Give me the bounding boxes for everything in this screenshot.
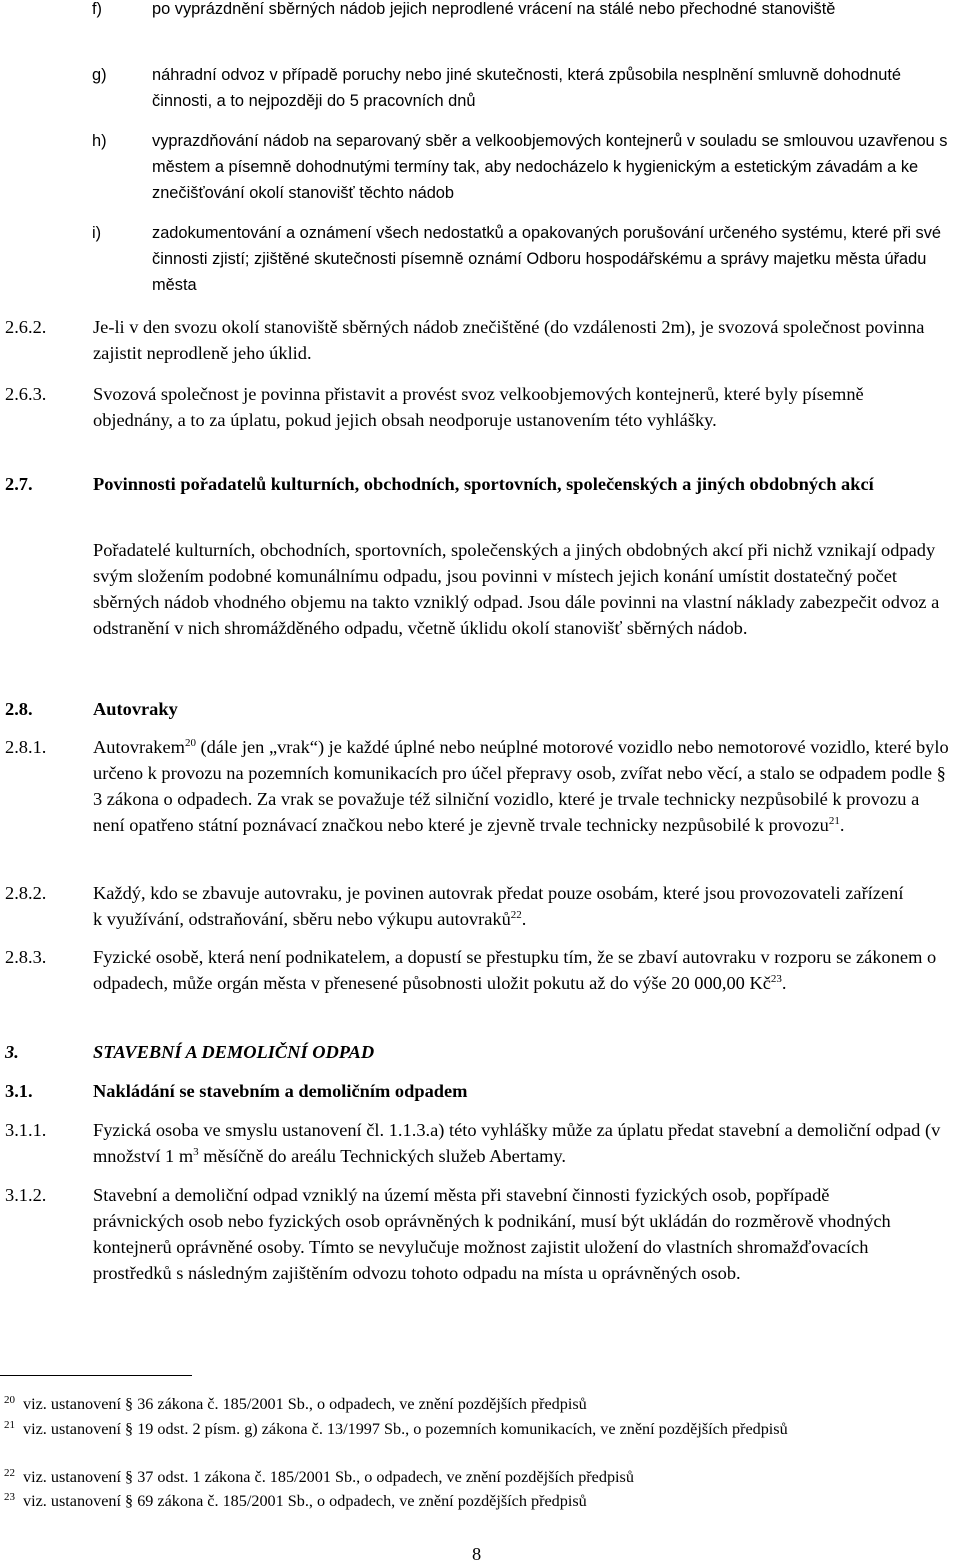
list-marker-i: i): [92, 224, 102, 242]
text-part: (dále jen „vrak“) je každé úplné nebo neúplné motorové vozidlo nebo nemotorové vozidlo, které bylo určeno k provozu na pozemních komunikacích pro účel přepravy osob, zvířat nebo věcí, a stalo se odpadem podle § 3 zákona o odpadech. Za vrak se považuje též silniční vozidlo, které je trvale technicky nezpůsobilé k provozu a není opatřeno státní poznávací značkou nebo které je zjevně trvale technicky nezpůsobilé k provozu: [93, 737, 949, 835]
footnote-ref-22: 22: [510, 908, 522, 921]
footnote-number: 20: [4, 1393, 15, 1406]
footnote-ref-20: 20: [184, 736, 196, 749]
section-number-2-8-3: 2.8.3.: [5, 947, 47, 967]
footnote-number: 22: [4, 1466, 15, 1479]
footnote-22: [4, 1466, 954, 1489]
footnote-number: 23: [4, 1490, 15, 1503]
footnote-ref-23: 23: [770, 972, 782, 985]
footnote-number: 21: [4, 1418, 15, 1431]
section-heading-2-8: Autovraky: [93, 699, 178, 719]
section-heading-3-1: Nakládání se stavebním a demoličním odpadem: [93, 1081, 468, 1101]
list-item-h: vyprazdňování nádob na separovaný sběr a velkoobjemových kontejnerů v souladu se smlouvou uzavřenou s městem a písemně dohodnutými termíny tak, aby nedocházelo k hygienickým a estetickým závadám a ke znečišťování okolí stanovišť těchto nádob: [152, 132, 948, 202]
text-part: Autovrakem: [93, 737, 185, 757]
text-part: .: [521, 909, 527, 929]
section-text-2-8-1: [93, 734, 955, 838]
footnote-21: [4, 1418, 954, 1441]
text-part: .: [781, 973, 787, 993]
footnote-ref-21: 21: [828, 814, 840, 827]
list-marker-f: f): [92, 0, 103, 18]
section-heading-2-7: Povinnosti pořadatelů kulturních, obchodních, sportovních, společenských a jiných obdobných akcí: [93, 474, 874, 494]
footnote-text: viz. ustanovení § 36 zákona č. 185/2001 Sb., o odpadech, ve znění pozdějších předpisů: [23, 1395, 587, 1413]
section-number-2-8: 2.8.: [5, 699, 33, 719]
section-text-2-8-2: [93, 880, 913, 932]
footnote-separator: [0, 1375, 192, 1376]
text-part: Fyzická osoba ve smyslu ustanovení čl. 1.1.3.a) této vyhlášky může za úplatu předat stavební a demoliční odpad (v množství 1 m: [93, 1120, 941, 1166]
text-part: .: [839, 815, 845, 835]
section-number-2-6-2: 2.6.2.: [5, 317, 47, 337]
footnote-text: viz. ustanovení § 37 odst. 1 zákona č. 185/2001 Sb., o odpadech, ve znění pozdějších předpisů: [23, 1468, 634, 1486]
section-number-2-8-1: 2.8.1.: [5, 737, 47, 757]
section-number-2-6-3: 2.6.3.: [5, 384, 47, 404]
section-number-3-1-1: 3.1.1.: [5, 1120, 47, 1140]
section-number-2-8-2: 2.8.2.: [5, 883, 47, 903]
section-text-2-6-2: Je-li v den svozu okolí stanoviště sběrných nádob znečištěné (do vzdálenosti 2m), je svozová společnost povinna zajistit neprodleně jeho úklid.: [93, 317, 925, 363]
text-part: Fyzické osobě, která není podnikatelem, a dopustí se přestupku tím, že se zbaví autovraku v rozporu se zákonem o odpadech, může orgán města v přenesené působnosti uložit pokutu až do výše 20 000,00 Kč: [93, 947, 937, 993]
section-text-3-1-1: [93, 1117, 955, 1169]
text-part: Každý, kdo se zbavuje autovraku, je povinen autovrak předat pouze osobám, které jsou provozovateli zařízení k využívání, odstraňování, sběru nebo výkupu autovraků: [93, 883, 904, 929]
section-text-2-6-3: Svozová společnost je povinna přistavit a provést svoz velkoobjemových kontejnerů, které byly písemně objednány, a to za úplatu, pokud jejich obsah neodporuje ustanovením této vyhlášky.: [93, 384, 864, 430]
section-number-2-7: 2.7.: [5, 474, 33, 494]
footnote-20: [4, 1393, 954, 1416]
footnote-text: viz. ustanovení § 69 zákona č. 185/2001 Sb., o odpadech, ve znění pozdějších předpisů: [23, 1492, 587, 1510]
superscript-3: 3: [193, 1145, 199, 1158]
section-text-2-8-3: [93, 944, 938, 996]
chapter-number-3: 3.: [5, 1042, 19, 1062]
section-text-2-7: Pořadatelé kulturních, obchodních, sportovních, společenských a jiných obdobných akcí při nichž vznikají odpady svým složením podobné komunálnímu odpadu, jsou povinni v místech jejich konání umístit dostatečný počet sběrných nádob vhodného objemu na takto vzniklý odpad. Jsou dále povinni na vlastní náklady zabezpečit odvoz a odstranění v nich shromážděného odpadu, včetně úklidu okolí stanovišť sběrných nádob.: [93, 540, 940, 638]
list-marker-h: h): [92, 132, 107, 150]
list-marker-g: g): [92, 66, 107, 84]
list-item-g: náhradní odvoz v případě poruchy nebo jiné skutečnosti, která způsobila nesplnění smluvně dohodnuté činnosti, a to nejpozději do 5 pracovních dnů: [152, 66, 901, 110]
list-item-f: po vyprázdnění sběrných nádob jejich neprodlené vrácení na stálé nebo přechodné stanoviště: [152, 0, 836, 18]
section-text-3-1-2: Stavební a demoliční odpad vzniklý na území města při stavební činnosti fyzických osob, popřípadě právnických osob nebo fyzických osob oprávněných k podnikání, musí být ukládán do rozměrově vhodných kontejnerů oprávněné osoby. Tímto se nevylučuje možnost zajistit uložení do vlastních shromažďovacích prostředků s následným zajištěním odvozu tohoto odpadu na místa u oprávněných osob.: [93, 1185, 891, 1283]
footnote-text: viz. ustanovení § 19 odst. 2 písm. g) zákona č. 13/1997 Sb., o pozemních komunikacích, ve znění pozdějších předpisů: [23, 1420, 788, 1438]
footnote-23: [4, 1490, 954, 1513]
text-part: měsíčně do areálu Technických služeb Abertamy.: [198, 1146, 567, 1166]
page-number: 8: [472, 1544, 482, 1564]
chapter-heading-3: STAVEBNÍ A DEMOLIČNÍ ODPAD: [93, 1042, 375, 1062]
list-item-i: zadokumentování a oznámení všech nedostatků a opakovaných porušování určeného systému, které při své činnosti zjistí; zjištěné skutečnosti písemně oznámí Odboru hospodářskému a správy majetku města úřadu města: [152, 224, 942, 294]
section-number-3-1-2: 3.1.2.: [5, 1185, 47, 1205]
section-number-3-1: 3.1.: [5, 1081, 33, 1101]
